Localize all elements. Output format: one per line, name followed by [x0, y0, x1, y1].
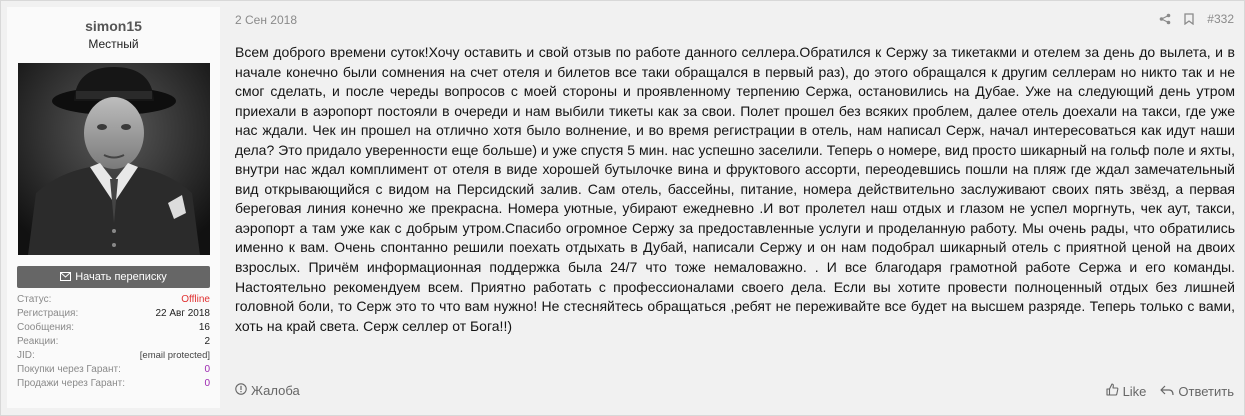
jid-email-link[interactable]: [email protected]	[139, 350, 210, 361]
stat-messages: Сообщения: 16	[17, 322, 210, 333]
avatar[interactable]	[18, 63, 210, 255]
envelope-icon	[60, 267, 71, 289]
stat-jid: JID: [email protected]	[17, 350, 210, 361]
stat-guarantee-sales: Продажи через Гарант: 0	[17, 378, 210, 389]
report-label: Жалоба	[251, 383, 300, 398]
report-button[interactable]	[235, 383, 300, 398]
reply-button[interactable]	[1160, 384, 1234, 399]
start-conversation-button[interactable]	[17, 266, 210, 288]
like-button[interactable]	[1106, 383, 1147, 399]
share-icon[interactable]	[1159, 13, 1171, 25]
stat-reactions: Реакции: 2	[17, 336, 210, 347]
post-number-link[interactable]: #332	[1207, 12, 1234, 26]
like-label: Like	[1122, 383, 1147, 399]
bookmark-icon[interactable]	[1184, 13, 1194, 25]
user-title: Местный	[88, 37, 139, 51]
stat-status: Статус: Offline	[17, 294, 210, 305]
reply-label: Ответить	[1178, 383, 1234, 399]
reply-icon	[1160, 384, 1174, 399]
thumbs-up-icon	[1106, 383, 1119, 399]
user-stats	[17, 293, 210, 391]
stat-guarantee-purchases: Покупки через Гарант: 0	[17, 364, 210, 375]
stat-registration: Регистрация: 22 Авг 2018	[17, 308, 210, 319]
exclamation-circle-icon	[235, 383, 247, 398]
status-value: Offline	[181, 294, 210, 305]
start-conversation-label: Начать переписку	[75, 271, 167, 283]
post-date[interactable]: 2 Сен 2018	[235, 13, 298, 27]
avatar-image	[18, 63, 210, 255]
post-top-actions	[1159, 12, 1234, 26]
user-info-panel	[7, 7, 220, 408]
post-bottom-actions	[1106, 383, 1234, 399]
post-message: Всем доброго времени суток!Хочу оставить и свой отзыв по работе данного селлера.Обратился к Сержу за тикетакми и отелем за день до вылета, и в начале конечно были сомнения на счет отеля и билетов все таки обращался в первый раз), до этого обращался к другим селлерам но никто так и не смог сделать, и после череды вопросов с моей стороны и проявленному терпению Сержа, остановились на Дубае. Уже на следующий день утром приехали в аэропорт постояли в очереди и нам выбили тикеты как за свои. Полет прошел без всяких проблем, далее отель доехали на такси, где уже нас ждали. Чек ин прошел на отлично хотя было волнение, и во время регистрации в отель, нам написал Серж, начал интересоваться как идут наши дела? Это придало уверенности еще больше) и уже спустя 5 мин. нас успешно заселили. Теперь о номере, вид просто шикарный на гольф поле и яхты, внутри нас ждал комплимент от отеля в виде хорошей бутылочке вина и фруктового ассорти, переодевшись пошли на пляж где ждал замечательный вид открывающийся с видом на Персидский залив. Сам отель, бассейны, питание, номера действительно заслуживают своих пять звёзд, а первая береговая линия конечно же прекрасна. Номера уютные, убирают ежедневно .И вот пролетел наш отдых и глазом не успел моргнуть, чек аут, такси, аэропорт а там уже как с добрым утром.Спасибо огромное Сержу за предоставленные услуги и проделанную работу. Мы очень рады, что обратились именно к вам. Очень спонтанно решили поехать отдыхать в Дубай, написали Сержу и он нам подобрал шикарный отель с приятной ценой на двоих взрослых. Причём информационная поддержка была 24/7 что тоже немаловажно. . И все благодаря грамотной работе Сержа и его команды. Настоятельно рекомендуем всем. Приятно работать с профессионалами своего дела. Если вы хотите провести полноценный отдых без лишней головной боли, то Серж это то что вам нужно! Не стесняйтесь обращаться ,ребят не переживайте все будет на высшем разряде. Теперь только с вами, хоть на край света. Серж селлер от Бога!!)	[235, 44, 1235, 334]
username[interactable]: simon15	[85, 18, 142, 34]
